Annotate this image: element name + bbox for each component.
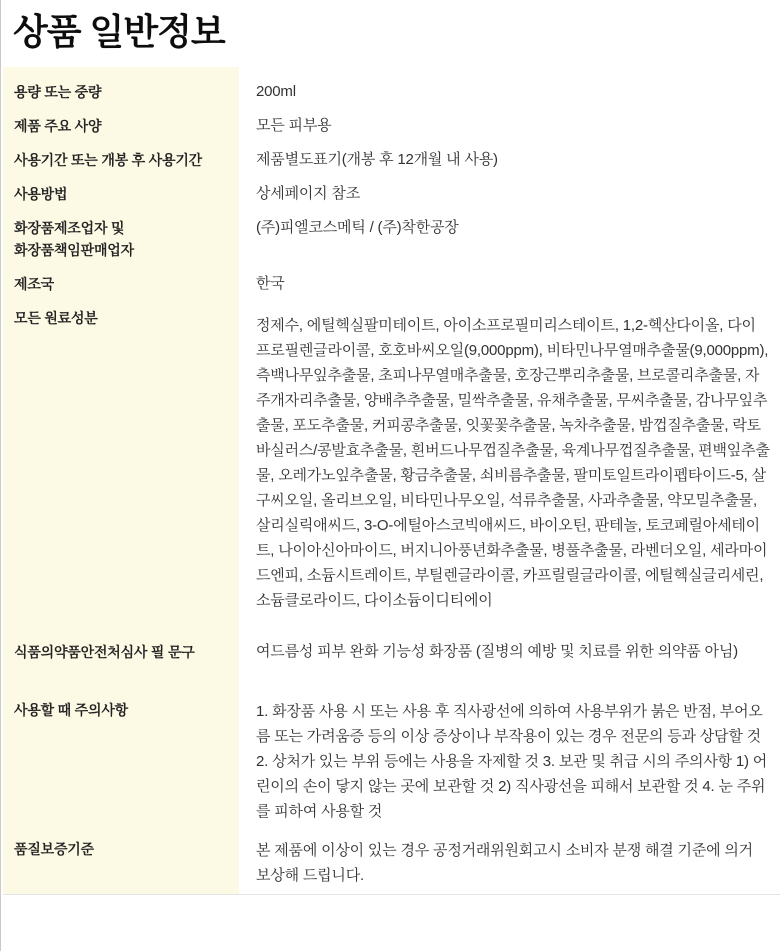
table-row (3, 307, 780, 613)
table-row (3, 149, 780, 171)
row-value: 한국 (256, 275, 285, 293)
row-value: 제품별도표기(개봉 후 12개월 내 사용) (256, 151, 498, 169)
row-value: 여드름성 피부 완화 기능성 화장품 (질병의 예방 및 치료를 위한 의약품 아님) (256, 643, 738, 661)
row-label: 용량 또는 중량 (14, 84, 102, 101)
row-value: 정제수, 에틸헥실팔미테이트, 아이소프로필미리스테이트, 1,2-헥산다이올, 다이프로필렌글라이콜, 호호바씨오일(9,000ppm), 비타민나무열매추출물(9,000ppm), 측백나무잎추출물, 초피나무열매추출물, 호장근뿌리추출물, 브로콜리추출물, 자주개자리추출물, 양배추추출물, 밀싹추출물, 유채추출물, 무씨추출물, 감나무잎추출물, 포도추출물, 커피콩추출물, 잇꽃꽃추출물, 녹차추출물, 밤껍질추출물, 락토바실러스/콩발효추출물, 흰버드나무껍질추출물, 육계나무껍질추출물, 편백잎추출물, 오레가노잎추출물, 황금추출물, 쇠비름추출물, 팔미토일트라이펩타이드-5, 살구씨오일, 올리브오일, 비타민나무오일, 석류추출물, 사과추출물, 약모밀추출물, 살리실릭애씨드, 3-O-에틸아스코빅애씨드, 바이오틴, 판테놀, 토코페릴아세테이트, 나이아신아마이드, 버지니아풍년화추출물, 병풀추출물, 라벤더오일, 세라마이드엔피, 소듐시트레이트, 부틸렌글라이콜, 카프릴릴글라이콜, 에틸헥실글리세린, 소듐클로라이드, 다이소듐이디티에이 (256, 317, 770, 610)
table-row (3, 838, 780, 888)
row-label: 모든 원료성분 (14, 310, 98, 327)
page-title: 상품 일반정보 (13, 11, 225, 52)
table-row (3, 217, 780, 261)
row-value: 1. 화장품 사용 시 또는 사용 후 직사광선에 의하여 사용부위가 붉은 반점, 부어오름 또는 가려움증 등의 이상 증상이나 부작용이 있는 경우 전문의 등과 상담할 것 2. 상처가 있는 부위 등에는 사용을 자제할 것 3. 보관 및 취급 시의 주의사항 1) 어린이의 손이 닿지 않는 곳에 보관할 것 2) 직사광선을 피해서 보관할 것 4. 눈 주위를 피하여 사용할 것 (256, 703, 768, 821)
row-value: 모든 피부용 (256, 117, 332, 135)
row-label: 품질보증기준 (14, 841, 94, 858)
row-value: (주)피엘코스메틱 / (주)착한공장 (256, 219, 459, 237)
table-row (3, 183, 780, 205)
row-value: 본 제품에 이상이 있는 경우 공정거래위원회고시 소비자 분쟁 해결 기준에 의거 보상해 드립니다. (256, 842, 753, 885)
table-row (3, 699, 780, 824)
row-value: 상세페이지 참조 (256, 185, 360, 203)
row-label: 제품 주요 사양 (14, 118, 102, 135)
row-label: 식품의약품안전처심사 필 문구 (14, 644, 195, 661)
row-label: 제조국 (14, 276, 54, 293)
row-label: 사용할 때 주의사항 (14, 702, 128, 719)
table-row (3, 273, 780, 295)
row-label: 화장품제조업자 및 화장품책임판매업자 (14, 220, 134, 259)
table-row (3, 81, 780, 103)
table-row (3, 641, 780, 663)
table-row (3, 115, 780, 137)
row-label: 사용방법 (14, 186, 68, 203)
product-info-table (3, 67, 780, 895)
row-label: 사용기간 또는 개봉 후 사용기간 (14, 152, 202, 169)
row-value: 200ml (256, 83, 296, 101)
